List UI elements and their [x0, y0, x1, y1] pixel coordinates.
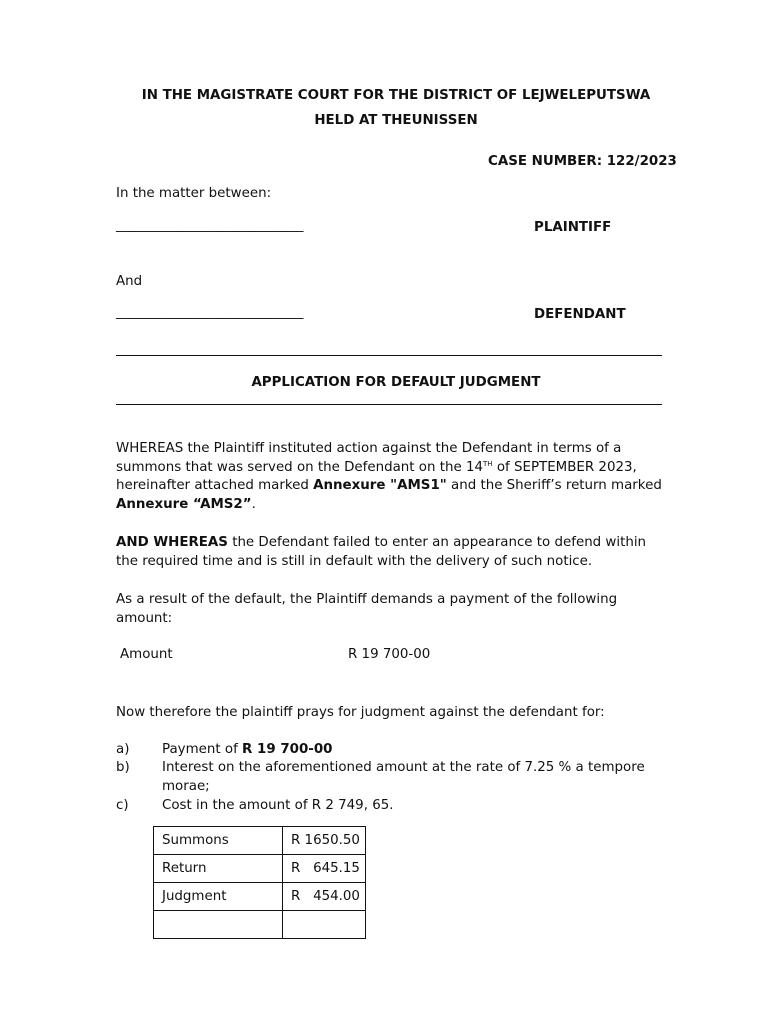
result-line-1: As a result of the default, the Plaintiff demands a payment of the following	[116, 592, 618, 607]
prayer-item-b-line-1: Interest on the aforementioned amount at the rate of 7.25 % a tempore	[162, 760, 645, 775]
result-line-2: amount:	[116, 610, 173, 626]
held-at-line: HELD AT THEUNISSEN	[314, 113, 478, 128]
whereas-line-3	[116, 477, 676, 496]
prayer-marker-c: c)	[116, 798, 129, 813]
payment-text: Payment of	[162, 742, 243, 757]
annexure-ams2: Annexure “AMS2”	[116, 496, 252, 512]
cost-item: Summons	[154, 827, 283, 855]
amount-label: Amount	[120, 647, 173, 662]
whereas-line-2	[116, 459, 676, 478]
and-whereas-bold: AND WHEREAS	[116, 535, 228, 550]
prayer-item-b-line-2: morae;	[162, 779, 210, 794]
prayer-marker-a: a)	[116, 742, 130, 757]
table-row	[154, 855, 366, 883]
and-whereas-rest: the Defendant failed to enter an appearance to defend within	[227, 535, 647, 550]
amount-value: R 19 700-00	[348, 647, 431, 662]
case-number: CASE NUMBER: 122/2023	[488, 154, 677, 169]
cost-amount: R 1650.50	[283, 827, 366, 855]
sheriff-return-text: and the Sheriff’s return marked	[446, 478, 662, 493]
annexure-ams1: Annexure "AMS1"	[313, 478, 447, 493]
cost-item	[154, 911, 283, 939]
and-whereas-line-1	[116, 534, 676, 553]
matter-intro: In the matter between:	[116, 186, 272, 201]
result-paragraph	[116, 591, 676, 628]
service-month-text: of SEPTEMBER 2023,	[492, 459, 637, 475]
payment-amount: R 19 700-00	[242, 742, 333, 757]
title-rule-top	[116, 355, 662, 356]
cost-amount: R 454.00	[283, 883, 366, 911]
table-row	[154, 827, 366, 855]
court-heading: IN THE MAGISTRATE COURT FOR THE DISTRICT OF LEJWELEPUTSWA	[141, 88, 651, 103]
and-text: And	[116, 274, 143, 289]
table-row	[154, 911, 366, 939]
document-title: APPLICATION FOR DEFAULT JUDGMENT	[251, 375, 541, 390]
period: .	[251, 496, 256, 512]
prayer-marker-b: b)	[116, 760, 130, 775]
ordinal-superscript: TH	[483, 459, 493, 468]
whereas-paragraph	[116, 440, 676, 514]
prayer-item-c: Cost in the amount of R 2 749, 65.	[162, 798, 394, 813]
defendant-blank-line: ____________________________	[116, 305, 304, 320]
whereas-line-1: WHEREAS the Plaintiff instituted action against the Defendant in terms of a	[116, 441, 622, 456]
and-whereas-line-2: the required time and is still in default with the delivery of such notice.	[116, 553, 593, 569]
cost-item: Judgment	[154, 883, 283, 911]
plaintiff-label: PLAINTIFF	[534, 220, 612, 235]
title-rule-bottom	[116, 404, 662, 405]
whereas-line-4	[116, 496, 676, 515]
table-row	[154, 883, 366, 911]
cost-amount: R 645.15	[283, 855, 366, 883]
cost-amount	[283, 911, 366, 939]
prayer-item-a	[162, 742, 332, 757]
costs-table	[153, 826, 366, 939]
service-date-text: summons that was served on the Defendant on the 14	[116, 459, 484, 475]
prayer-intro: Now therefore the plaintiff prays for judgment against the defendant for:	[116, 705, 605, 720]
and-whereas-paragraph	[116, 534, 676, 571]
attached-text: hereinafter attached marked	[116, 478, 314, 493]
cost-item: Return	[154, 855, 283, 883]
plaintiff-blank-line: ____________________________	[116, 218, 304, 233]
defendant-label: DEFENDANT	[534, 307, 626, 322]
